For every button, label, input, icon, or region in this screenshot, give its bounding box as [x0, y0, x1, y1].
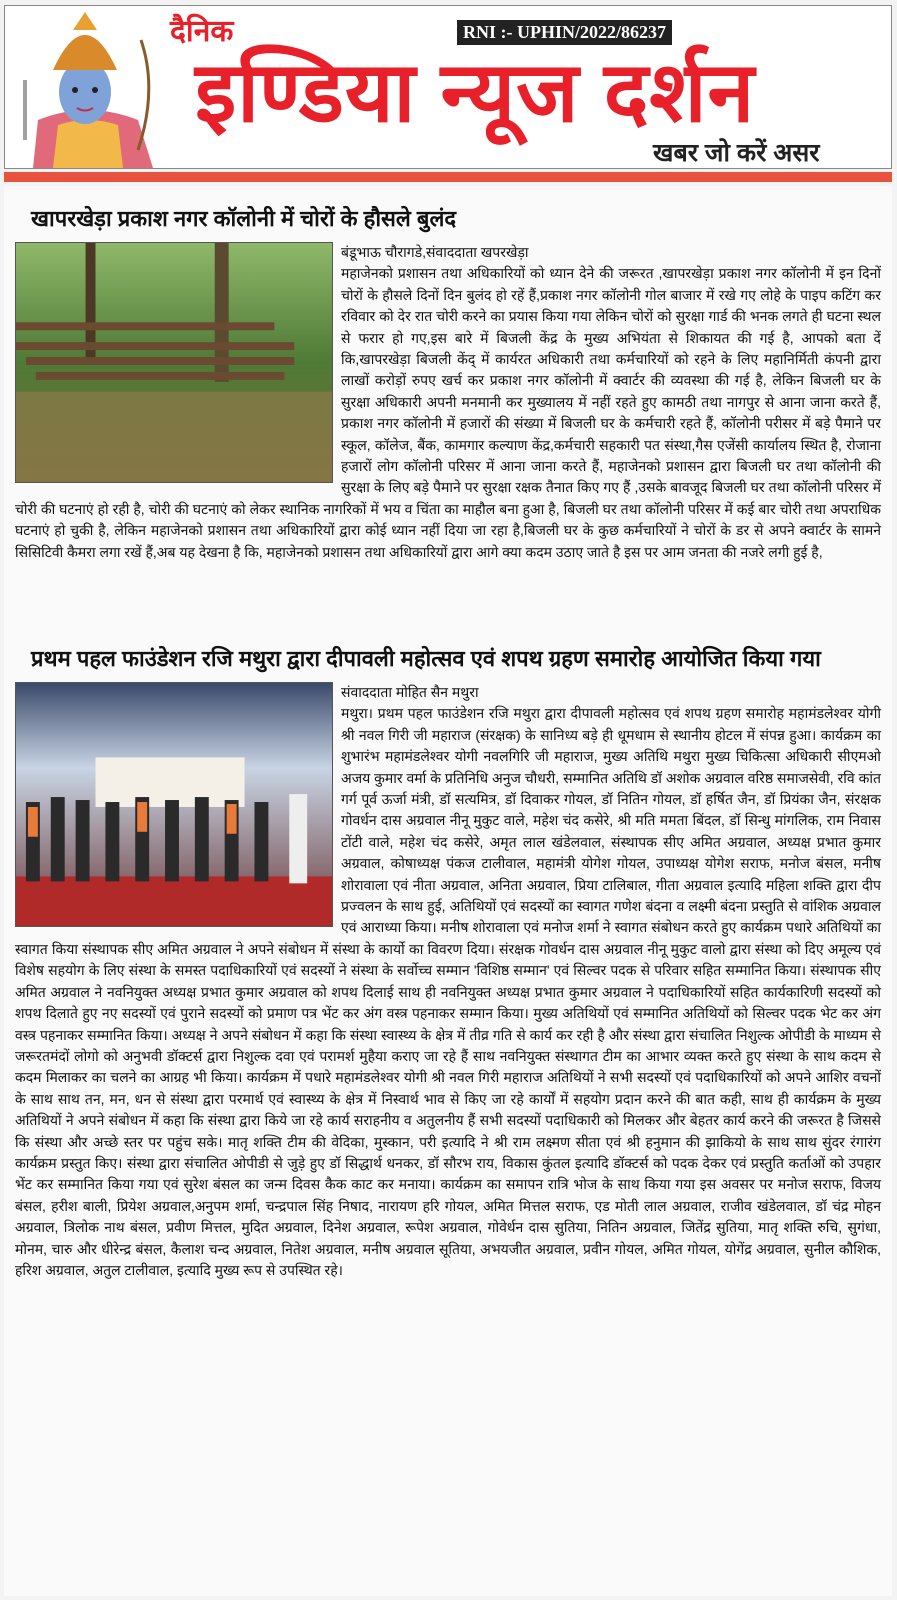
content-area — [4, 186, 892, 1596]
article-headline: प्रथम पहल फाउंडेशन रजि मथुरा द्वारा दीपावली महोत्सव एवं शपथ ग्रहण समारोह आयोजित किया गया — [31, 646, 821, 671]
rni-number: RNI :- UPHIN/2022/86237 — [457, 20, 672, 45]
article-byline: संवाददाता मोहित सैन मथुरा — [341, 684, 479, 700]
article-byline: बंडूभाऊ चौरागडे,संवाददाता खपरखेड़ा — [341, 244, 529, 260]
article-body: मथुरा। प्रथम पहल फाउंडेशन रजि मथुरा द्वारा दीपावली महोत्सव एवं शपथ ग्रहण समारोह महामंडलेश्वर योगी श्री नवल गिरी जी महाराज (संरक्षक) के सानिध्य बड़े ही धूमधाम से स्थानीय होटल में संपन्न हुआ। कार्यक्रम का शुभारंभ महामंडलेश्वर योगी नवलगिरि जी महाराज, मुख्य अतिथि मथुरा मुख्य चिकित्सा अधिकारी सीएमओ अजय कुमार वर्मा के प्रतिनिधि अनुज चौधरी, सम्मानित अतिथि डॉ अशोक अग्रवाल वरिष्ठ समाजसेवी, रवि कांत गर्ग पूर्व ऊर्जा मंत्री, डॉ सत्यमित्र, डॉ दिवाकर गोयल, डॉ नितिन गोयल, डॉ हर्षित जैन, डॉ प्रियंका जैन, संरक्षक गोवर्धन दास अग्रवाल नीनू मुकुट वाले, महेश चंद कसेरे, श्री मति ममता बिंदल, डॉ सिन्धु मांगलिक, राम निवास टोंटी वाले, महेश चंद कसेरे, अमृत लाल खंडेलवाल, संस्थापक सीए अमित अग्रवाल, अध्यक्ष प्रभात कुमार अग्रवाल, कोषाध्यक्ष पंकज टालीवाल, महामंत्री योगेश गोयल, उपाध्यक्ष योगेश सराफ, मनोज बंसल, मनीष शोरावाला एवं नीता अग्रवाल, अनिता अग्रवाल, प्रिया टालिबाल, गीता अग्रवाल इत्यादि महिला शक्ति द्वारा दीप प्रज्वलन के साथ हुई, अतिथियों एवं सदस्यों का स्वागत गणेश बंदना व लक्ष्मी बंदना प्रस्तुति से वांशिक अग्रवाल एवं आराध्या किया। मनीष शोरावाला एवं मनोज शर्मा ने स्वागत संबोधन करते हुए कार्यक्रम पधारे अतिथियों का स्वागत किया संस्थापक सीए अमित अग्रवाल ने अपने संबोधन में संस्था के कार्यो का विवरण दिया। संरक्षक गोवर्धन दास अग्रवाल नीनू मुकुट वालो द्वारा संस्था को दिए अमूल्य एवं विशेष सहयोग के लिए संस्था के समस्त पदाधिकारियों एवं सदस्यों ने संस्था के सर्वोच्च सम्मान 'विशिष्ठ सम्मान' एवं सिल्वर पदक से परिवार सहित सम्मानित किया। संस्थापक सीए अमित अग्रवाल ने नवनियुक्त अध्यक्ष प्रभात कुमार अग्रवाल को शपथ दिलाई साथ ही नवनियुक्त अध्यक्ष प्रभात कुमार अग्रवाल ने पदाधिकारियों सहित कार्यकारिणी सदस्यों को शपथ दिलाते हुए नए सदस्यों एवं पुराने सदस्यों को प्रमाण पत्र भेंट कर अंग वस्त्र पहनाकर सम्मान किया। मुख्य अतिथियों एवं सम्मानित अतिथियों को सिल्वर पदक भेट कर अंग वस्त्र पहनाकर सम्मानित किया। अध्यक्ष ने अपने संबोधन में कहा कि संस्था स्वास्थ्य के क्षेत्र में तीव्र गति से कार्य कर रही है और संस्था द्वारा संचालित निशुल्क ओपीडी के माध्यम से जरूरतमंदों लोगो को अनुभवी डॉक्टर्स द्वारा निशुल्क दवा एवं परामर्श मुहैया कराए जा रहे हैं साथ नवनियुक्त संस्थागत टीम का आभार व्यक्त करते हुए संस्था के साथ कदम से कदम मिलाकर का चलने का आग्रह भी किया। कार्यक्रम में पधारे महामंडलेश्वर योगी श्री नवल गिरी महाराज अतिथियों ने सभी सदस्यों एवं पदाधिकारियों को अपने आशिर वचनों के साथ साथ तन, मन, धन से संस्था द्वारा परमार्थ एवं स्वास्थ्य के क्षेत्र में निस्वार्थ भाव से किए जा रहे कार्यों में सहयोग प्रदान करने की बात कही, साथ ही कार्यक्रम के मुख्य अतिथियों ने अपने संबोधन में कहा कि संस्था द्वारा किये जा रहे कार्य सराहनीय व अतुलनीय हैं सभी सदस्यों पदाधिकारी को मिलकर और बेहतर कार्य करने की जरूरत है जिससे कि संस्था और अच्छे स्तर पर पहुंच सके। मातृ शक्ति टीम की वेदिका, मुस्कान, परी इत्यादि ने श्री राम लक्ष्मण सीता एवं श्री हनुमान की झाकियो के साथ साथ सुंदर रंगारंग कार्यक्रम प्रस्तुत किए। संस्था द्वारा संचालित ओपीडी से जुड़े हुए डॉ सिद्धार्थ धनकर, डॉ सौरभ राय, विकास कुंतल इत्यादि डॉक्टर्स को पदक देकर एवं प्रस्तुति कर्ताओं को उपहार भेंट कर सम्मानित किया गया एवं सुरेश बंसल का जन्म दिवस कैक काट कर मनाया। कार्यक्रम का समापन रात्रि भोज के साथ किया गया इस अवसर पर मनोज सराफ, विजय बंसल, हरीश बाली, प्रियेश अग्रवाल,अनुपम शर्मा, चन्द्रपाल सिंह निषाद, नारायण हरि गोयल, अमित मित्तल सराफ, एड मोती लाल अग्रवाल, राजीव खंडेलवाल, डॉ चंद्र मोहन अग्रवाल, त्रिलोक नाथ बंसल, प्रवीण मित्तल, मुदित अग्रवाल, दिनेश अग्रवाल, रूपेश अग्रवाल, गोवेर्धन दास सुतिया, नितिन अग्रवाल, जितेंद्र सुतिया, मातृ शक्ति रुचि, सुगंधा, मोनम, चारु और धीरेन्द्र बंसल, कैलाश चन्द अग्रवाल, नितेश अग्रवाल, मनीष अग्रवाल सूतिया, अभयजीत अग्रवाल, प्रवीन गोयल, अमित गोयल, योगेंद्र अग्रवाल, सुनील कौशिक, हरिश अग्रवाल, अतुल टालीवाल, इत्यादि मुख्य रूप से उपस्थित रहे। — [15, 705, 881, 1278]
article-photo-event — [15, 682, 333, 927]
deity-illustration — [13, 10, 163, 168]
article-body: महाजेनको प्रशासन तथा अधिकारियों को ध्यान देने की जरूरत ,खापरखेड़ा प्रकाश नगर कॉलोनी में इन दिनों चोरों के हौसले दिनों दिन बुलंद हो रहें हैं,प्रकाश नगर कॉलोनी गोल बाजार में रखे गए लोहे के पाइप कटिंग कर रविवार को देर रात चोरी करने का प्रयास किया गया लेकिन चोरों को सुरक्षा गार्ड की भनक लगते ही घटना स्थल से फरार हो गए,इस बारे में बिजली केंद्र के मुख्य अभियंता से शिकायत की गई है, आपको बता दें कि,खापरखेड़ा बिजली केंद् में कार्यरत अधिकारी तथा कर्मचारियों को रहने के लिए महानिर्मिती कंपनी द्वारा लाखों करोड़ों रुपए खर्च कर प्रकाश नगर कॉलोनी में क्वार्टर की व्यवस्था की गई है, लेकिन बिजली घर के सुरक्षा अधिकारी अपनी मनमानी कर मुख्यालय में नहीं रहते हुए कामठी तथा नागपुर से आना जाना करते हैं, प्रकाश नगर कॉलोनी में हजारों की संख्या में बिजली घर के कर्मचारी रहते हैं, कॉलोनी परीसर में बड़े पैमाने पर स्कूल, कॉलेज, बैंक, कामगार कल्याण केंद्र,कर्मचारी सहकारी पत संस्था,गैस एजेंसी कार्यालय स्थित है, रोजाना हजारों लोग कॉलोनी परिसर में आना जाना करते हैं, महाजेनको प्रशासन द्वारा बिजली घर तथा कॉलोनी की सुरक्षा के लिए बड़े पैमाने पर सुरक्षा रक्षक तैनात किए गए हैं ,उसके बावजूद बिजली घर तथा कॉलोनी परिसर में चोरी की घटनाएं हो रही है, चोरी की घटनाएं को लेकर स्थानिक नागरिकों में भय व चिंता का माहौल बना हुआ है, बिजली घर तथा कॉलोनी परिसर में कई बार चोरी तथा अपराधिक घटनाएं हो चुकी है, लेकिन महाजेनको प्रशासन तथा अधिकारियों द्वारा कोई ध्यान नहीं दिया जा रहा है,बिजली घर के कुछ कर्मचारियों ने चोरों के डर से अपने क्वार्टर के सामने सिसिटिवी कैमरा लगा रखें हैं,अब यह देखना है कि, महाजेनको प्रशासन तथा अधिकारियों द्वारा आगे क्या कदम उठाए जाते है इस पर आम जनता की नजरे लगी हुई है, — [15, 265, 881, 560]
article-1 — [15, 202, 881, 563]
article-headline: खापरखेड़ा प्रकाश नगर कॉलोनी में चोरों के हौसले बुलंद — [31, 206, 457, 231]
header-divider — [4, 172, 892, 182]
tagline: खबर जो करें असर — [653, 139, 820, 167]
newspaper-title: इण्डिया न्यूज दर्शन — [195, 45, 756, 139]
article-2 — [15, 642, 881, 1281]
masthead — [4, 5, 892, 169]
masthead-prefix: दैनिक — [170, 15, 234, 48]
article-photo-pipes — [15, 242, 333, 483]
